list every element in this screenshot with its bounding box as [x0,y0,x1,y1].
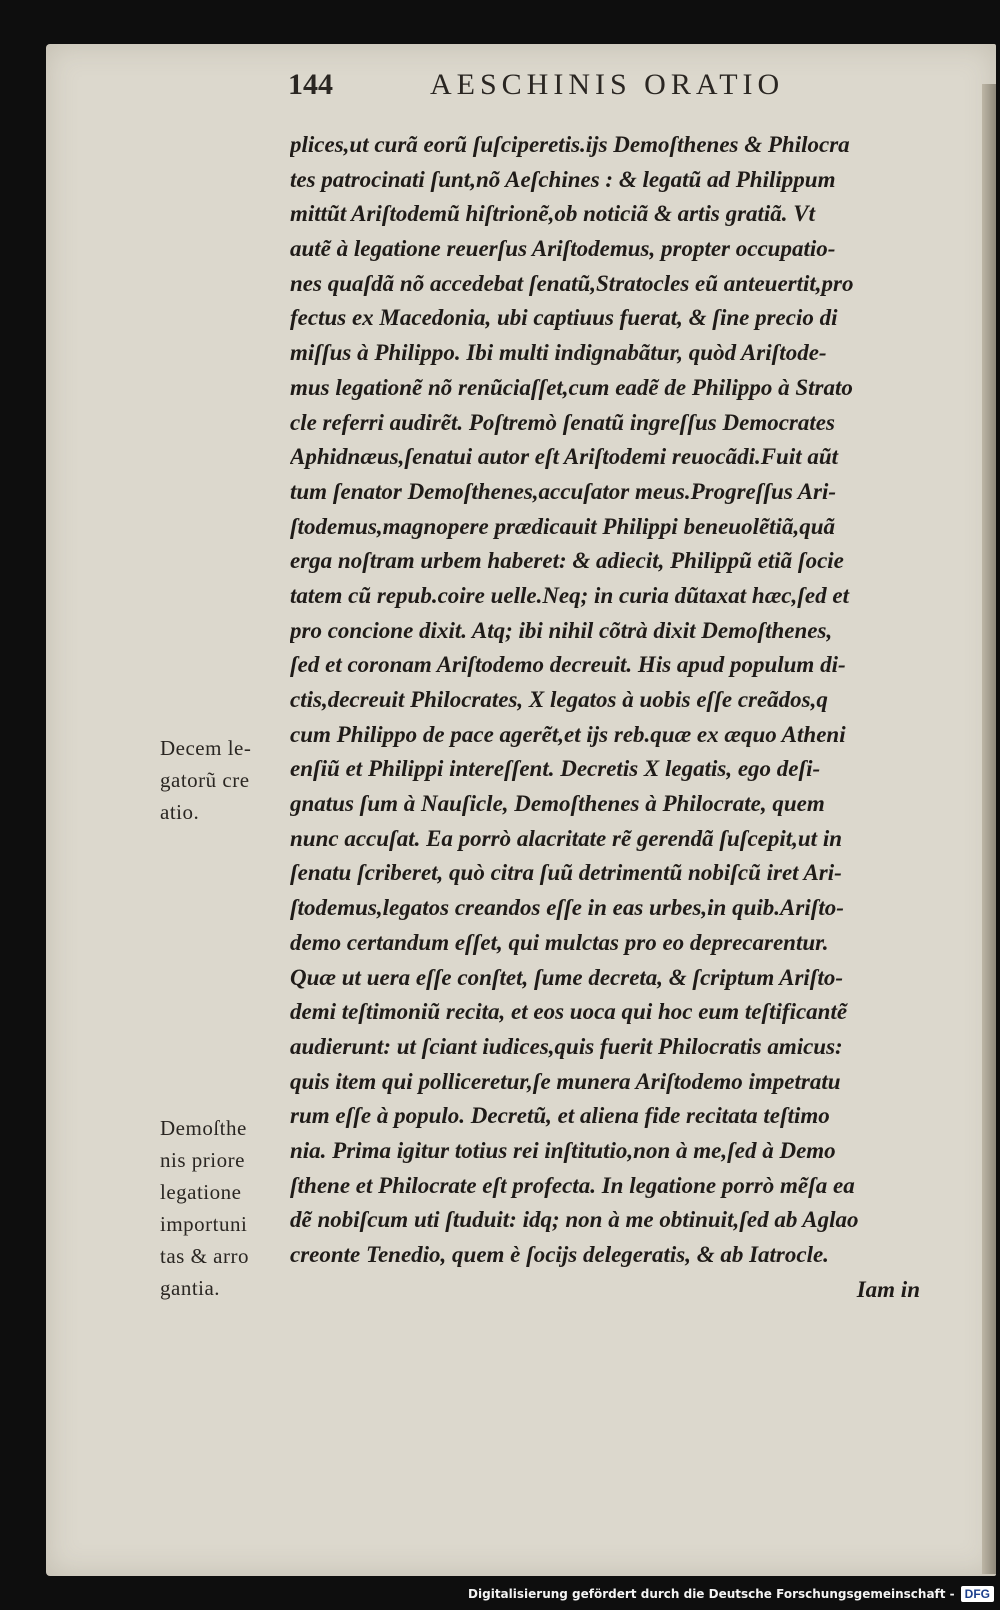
digitization-footer [468,1582,994,1606]
text-line: ctis,decreuit Philocrates, X legatos à uobis eſſe creãdos,q [290,687,828,712]
text-line: demi teſtimoniũ recita, et eos uoca qui hoc eum teſtificantẽ [290,999,848,1025]
text-line: autẽ à legatione reuerſus Ariſtodemus, propter occupatio- [290,236,836,262]
text-line: nes quaſdã nõ accedebat ſenatũ,Stratocles eũ anteuertit,pro [290,270,854,296]
text-line: gnatus ſum à Nauſicle, Demoſthenes à Philocrate, quem [290,791,825,817]
marginal-line: gatorũ cre [160,768,250,792]
text-line: plices,ut curã eorũ ſuſciperetis.ijs Demoſthenes & Philocra [290,132,850,157]
text-line: erga noſtram urbem haberet: & adiecit, Philippũ etiã ſocie [290,548,844,574]
text-line: ſtodemus,magnopere prædicauit Philippi beneuolẽtiã,quã [290,513,835,539]
marginal-note-demosthenes [160,1112,285,1304]
marginal-line: legatione [160,1180,242,1204]
footer-credit: Digitalisierung gefördert durch die Deutsche Forschungsgemeinschaft - [468,1587,955,1601]
text-line: fectus ex Macedonia, ubi captiuus fuerat, & ſine precio di [290,305,838,331]
running-title: AESCHINIS ORATIO [430,68,785,101]
text-line: ſed et coronam Ariſtodemo decreuit. His apud populum di- [290,652,846,678]
marginal-line: nis priore [160,1148,245,1172]
text-line: tes patrocinati ſunt,nõ Aeſchines : & legatũ ad Philippum [290,166,836,192]
text-line: ſenatu ſcriberet, quò citra ſuũ detrimentũ nobiſcũ iret Ari- [290,860,842,886]
text-line: creonte Tenedio, quem è ſocijs delegeratis, & ab Iatrocle. [290,1242,829,1267]
text-line: quis item qui pollicеretur,ſe munera Ariſtodemo impetratu [290,1068,841,1094]
text-line: mus legationẽ nõ renũciaſſet,cum eadẽ de Philippo à Strato [290,374,853,400]
text-line: miſſus à Philippo. Ibi multi indignabãtur, quòd Ariſtode- [290,340,827,366]
marginal-note-legates [160,732,285,828]
marginal-line: tas & arro [160,1244,249,1268]
text-line: nia. Prima igitur totius rei inſtitutio,non à me,ſed à Demo [290,1137,836,1163]
marginal-line: atio. [160,800,200,824]
text-line: nunc accuſat. Ea porrò alacritate rẽ gerendã ſuſcepit,ut in [290,825,842,851]
marginal-line: gantia. [160,1276,221,1300]
text-line: Quæ ut uera eſſe conſtet, ſume decreta, & ſcriptum Ariſto- [290,964,843,990]
text-line: pro concione dixit. Atq; ibi nihil cõtrà dixit Demoſthenes, [290,617,833,643]
text-line: mittũt Ariſtodemũ hiſtrionẽ,ob noticiã & artis gratiã. Vt [290,201,816,227]
page-edge [982,84,996,1574]
text-line: ſtodemus,legatos creandos eſſe in eas urbes,in quib.Ariſto- [290,895,844,921]
marginal-line: Decem le- [160,736,252,760]
text-line: enſiũ et Philippi intereſſent. Decretis X legatis, ego deſi- [290,756,821,782]
main-text-block [290,128,938,1307]
text-line: tatem cũ repub.coire uelle.Neq; in curia dũtaxat hæc,ſed et [290,582,849,608]
page-number: 144 [288,68,333,101]
text-line: dẽ nobiſcum uti ſtuduit: idq; non à me obtinuit,ſed ab Aglao [290,1207,859,1233]
text-line: rum eſſe à populo. Decretũ, et aliena fide recitata teſtimo [290,1103,830,1129]
running-header [280,68,930,108]
text-line: Aphidnæus,ſenatui autor eſt Ariſtodemi reuocãdi.Fuit aũt [290,444,839,470]
text-line: audierunt: ut ſciant iudices,quis fuerit Philocratis amicus: [290,1033,843,1059]
text-line: cum Philippo de pace agerẽt,et ijs reb.quæ ex æquo Atheni [290,721,846,747]
marginal-line: importuni [160,1212,248,1236]
catchword: Iam in [856,1276,920,1302]
text-line: demo certandum eſſet, qui mulctas pro eo deprecarentur. [290,929,829,955]
marginal-line: Demoſthe [160,1116,247,1140]
text-line: tum ſenator Demoſthenes,accuſator meus.Progreſſus Ari- [290,478,837,504]
text-line: cle referri audirẽt. Poſtremò ſenatũ ingreſſus Democrates [290,409,835,435]
dfg-logo: DFG [961,1586,994,1602]
text-line: ſthene et Philocrate eſt profecta. In legatione porrò mẽſa ea [290,1172,855,1198]
